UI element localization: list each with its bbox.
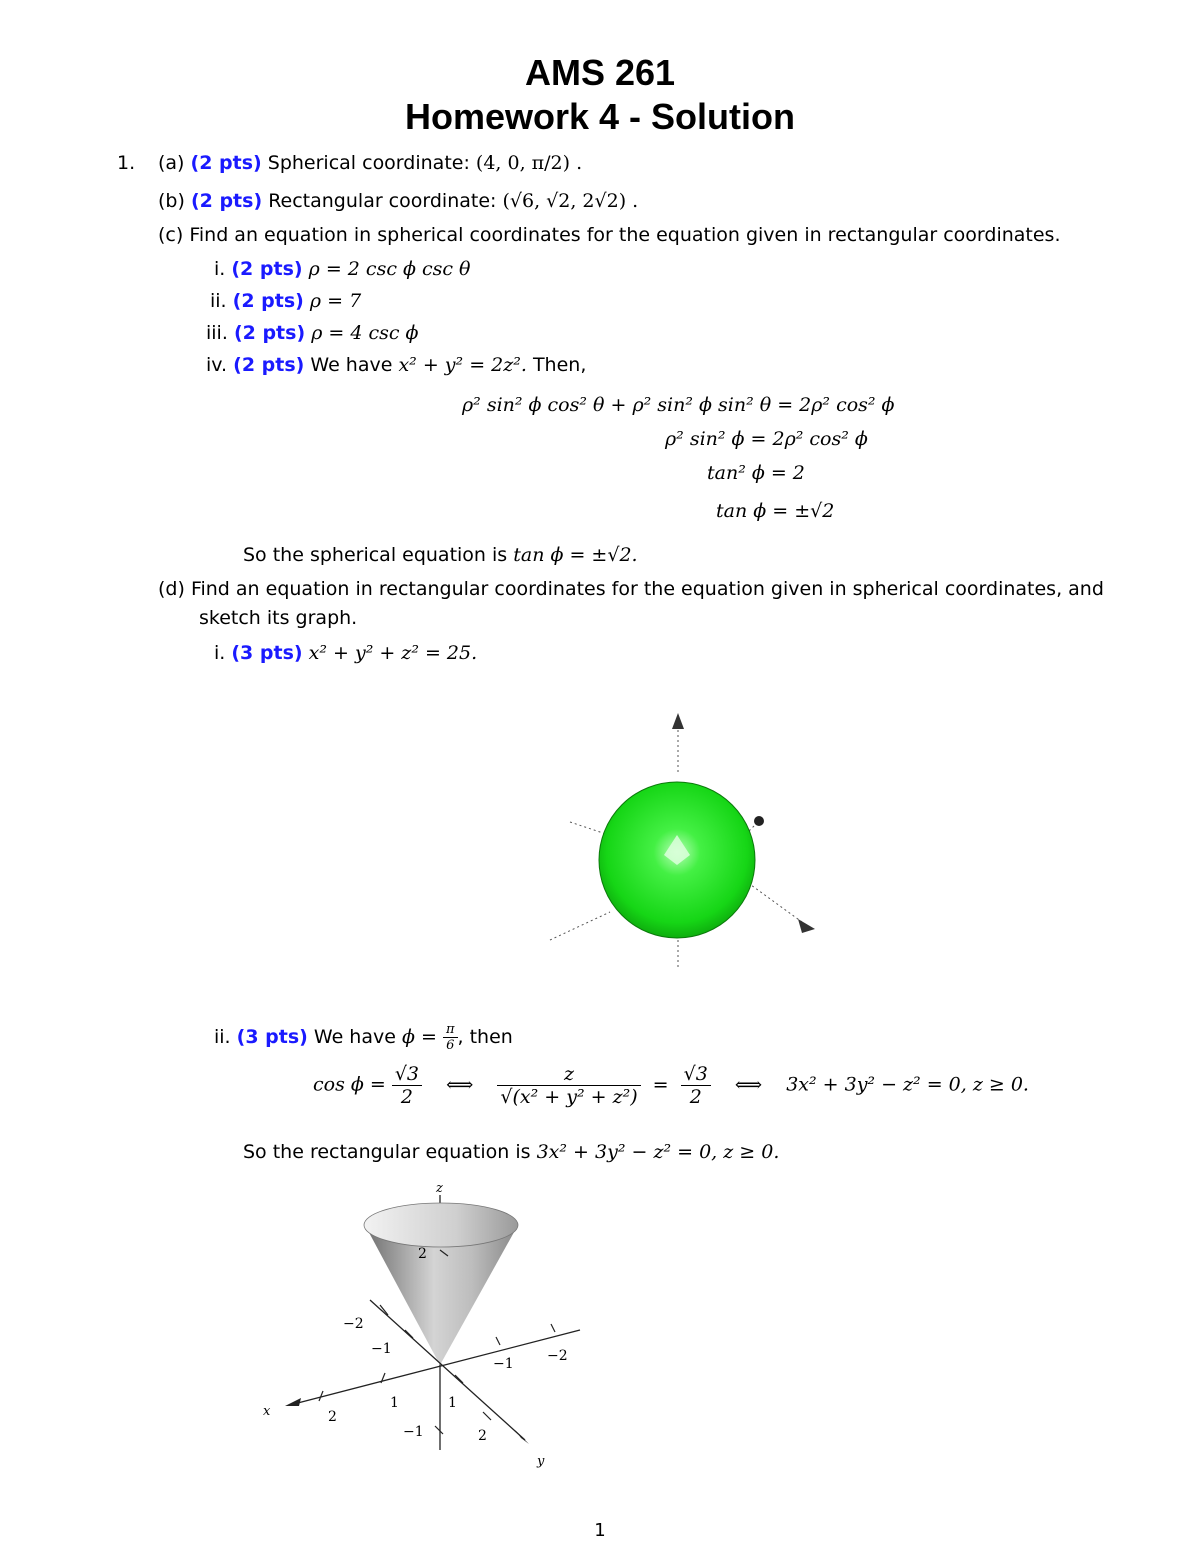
item-points: (3 pts) xyxy=(231,642,303,664)
part-b xyxy=(158,190,638,212)
part-d-item-i xyxy=(214,642,477,664)
phi-fraction-den: 6 xyxy=(446,1038,455,1053)
y-axis-marker-icon xyxy=(754,816,764,826)
title-course: AMS 261 xyxy=(524,52,676,93)
part-c-item-i xyxy=(214,258,471,280)
part-d-text-2: sketch its graph. xyxy=(199,607,358,629)
part-c-item-iii xyxy=(206,322,419,344)
item-points: (2 pts) xyxy=(231,258,303,280)
iff-symbol-2: ⟺ xyxy=(734,1073,763,1096)
tick-label: −2 xyxy=(343,1316,364,1332)
title-homework: Homework 4 - Solution xyxy=(404,96,796,137)
item-text-then: , then xyxy=(457,1026,513,1048)
item-label: i. xyxy=(214,642,226,664)
cos-lhs: cos ϕ = xyxy=(313,1073,386,1096)
item-equation: x² + y² + z² = 25. xyxy=(308,642,478,664)
tick-label: 2 xyxy=(478,1428,487,1444)
part-c-text: Find an equation in spherical coordinates for the equation given in rectangular coordinates. xyxy=(189,224,1061,246)
tick-label: −1 xyxy=(403,1424,424,1440)
z-axis-label: z xyxy=(436,1181,443,1196)
fraction-3-den: 2 xyxy=(689,1086,702,1108)
item-points: (2 pts) xyxy=(233,322,306,344)
fraction-1-den: 2 xyxy=(400,1086,413,1108)
conclusion-text: So the spherical equation is xyxy=(243,544,508,566)
tick-label: 1 xyxy=(390,1395,399,1411)
cone-top xyxy=(364,1203,518,1247)
fraction-2-den: √(x² + y² + z²) xyxy=(500,1086,638,1108)
iff-symbol-1: ⟺ xyxy=(446,1073,474,1096)
fraction-1-num: √3 xyxy=(392,1063,422,1086)
item-label: iv. xyxy=(206,354,228,376)
item-text: We have xyxy=(310,354,393,376)
part-b-label: (b) xyxy=(158,190,185,212)
fraction-2-num: z xyxy=(497,1063,640,1086)
conclusion-equation: 3x² + 3y² − z² = 0, z ≥ 0. xyxy=(536,1141,780,1163)
x-arrow-icon xyxy=(285,1398,301,1406)
part-d-label: (d) xyxy=(158,578,185,600)
y-axis-label: y xyxy=(537,1454,545,1469)
sphere-graph xyxy=(540,705,830,985)
item-equation: ρ = 2 csc ϕ csc θ xyxy=(308,258,471,280)
part-d-text: Find an equation in rectangular coordinates for the equation given in spherical coordinates, and xyxy=(190,578,1104,600)
conclusion-equation: tan ϕ = ±√2. xyxy=(513,544,638,566)
part-a xyxy=(158,152,582,174)
part-b-points: (2 pts) xyxy=(190,190,263,212)
derivation-line-3: tan² ϕ = 2 xyxy=(707,462,805,484)
part-a-text: Spherical coordinate: xyxy=(267,152,470,174)
rectangular-conclusion xyxy=(243,1141,779,1163)
tick-label: 1 xyxy=(448,1395,457,1411)
z-arrow-icon xyxy=(672,713,684,729)
cone-graph xyxy=(255,1180,595,1470)
part-d xyxy=(158,578,1104,600)
derivation-line-4: tan ϕ = ±√2 xyxy=(716,500,835,522)
phi-fraction xyxy=(443,1022,458,1053)
fraction-2 xyxy=(497,1063,640,1108)
x-arrow-icon xyxy=(798,919,815,933)
item-points: (2 pts) xyxy=(232,290,304,312)
part-b-text: Rectangular coordinate: xyxy=(268,190,497,212)
fraction-3-num: √3 xyxy=(681,1063,711,1086)
item-points: (3 pts) xyxy=(236,1026,308,1048)
y-arrow-icon xyxy=(515,1430,529,1444)
spherical-conclusion xyxy=(243,544,638,566)
part-a-value: (4, 0, π/2) . xyxy=(475,152,583,174)
derivation-line-2: ρ² sin² ϕ = 2ρ² cos² ϕ xyxy=(665,428,868,450)
tick-label: −1 xyxy=(493,1356,514,1372)
part-a-label: (a) xyxy=(158,152,185,174)
equals-sign: = xyxy=(652,1073,669,1096)
tick-label: 2 xyxy=(328,1409,337,1425)
phi-fraction-num: π xyxy=(443,1022,458,1038)
x-axis-label: x xyxy=(263,1404,271,1419)
page-number: 1 xyxy=(594,1520,606,1541)
derivation-line-1: ρ² sin² ϕ cos² θ + ρ² sin² ϕ sin² θ = 2ρ² cos² ϕ xyxy=(462,394,895,416)
item-label: ii. xyxy=(210,290,227,312)
item-label: i. xyxy=(214,258,226,280)
part-c xyxy=(158,224,1061,246)
part-d-item-ii xyxy=(214,1022,513,1053)
fraction-3 xyxy=(681,1063,711,1108)
item-text: We have xyxy=(313,1026,396,1048)
item-text-then: Then, xyxy=(532,354,587,376)
part-b-value: (√6, √2, 2√2) . xyxy=(502,190,639,212)
tick-label: −1 xyxy=(371,1341,392,1357)
item-equation: ρ = 4 csc ϕ xyxy=(311,322,419,344)
item-equation: ρ = 7 xyxy=(309,290,362,312)
phi-equation: ϕ = xyxy=(401,1026,437,1048)
part-c-item-iv xyxy=(206,354,586,376)
question-number: 1. xyxy=(117,152,136,174)
item-label: iii. xyxy=(206,322,228,344)
part-c-label: (c) xyxy=(158,224,184,246)
item-points: (2 pts) xyxy=(233,354,305,376)
item-equation: x² + y² = 2z². xyxy=(398,354,527,376)
cos-equation xyxy=(313,1063,1029,1108)
cos-rhs: 3x² + 3y² − z² = 0, z ≥ 0. xyxy=(786,1073,1029,1096)
tick-label: 2 xyxy=(418,1246,427,1262)
conclusion-text: So the rectangular equation is xyxy=(243,1141,531,1163)
axis-left-bottom xyxy=(550,912,610,940)
tick-label: −2 xyxy=(547,1348,568,1364)
part-a-points: (2 pts) xyxy=(190,152,262,174)
item-label: ii. xyxy=(214,1026,231,1048)
fraction-1 xyxy=(392,1063,422,1108)
part-c-item-ii xyxy=(210,290,361,312)
